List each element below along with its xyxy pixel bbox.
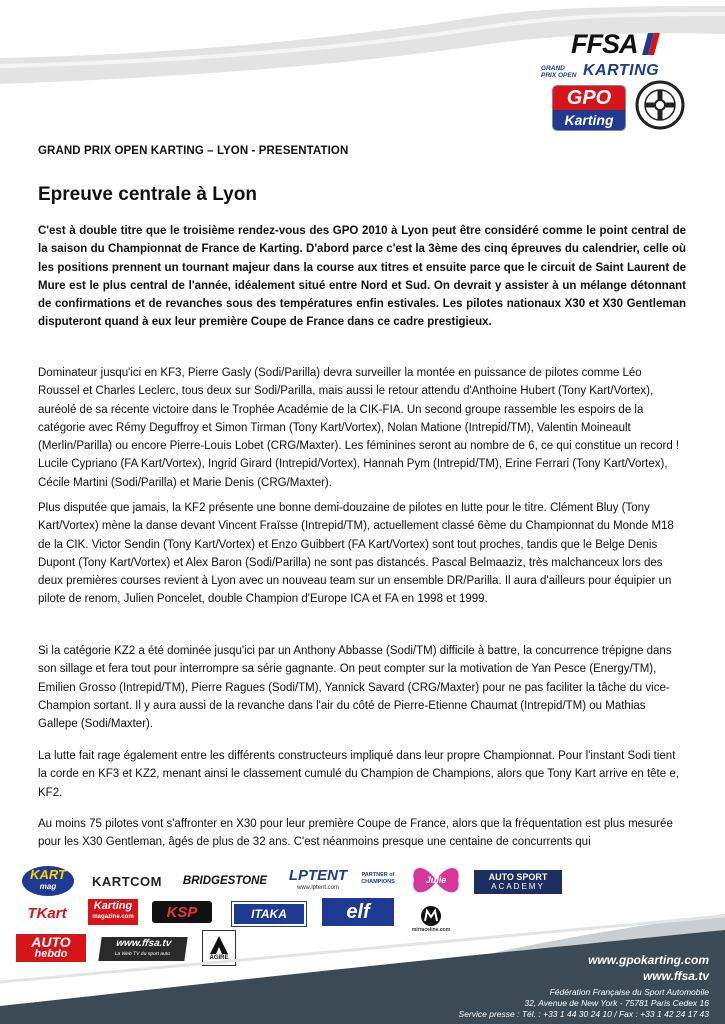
bridgestone-logo: BRIDGESTONE	[182, 875, 268, 887]
grand-prix-open-karting-logo	[541, 62, 686, 80]
karting-mag-url: magazine.com	[92, 914, 134, 920]
ksp-logo: KSP	[152, 901, 212, 923]
ffsa-tv-sub: La Web TV du sport auto	[114, 951, 171, 957]
tkart-logo: TKart	[27, 904, 67, 922]
footer-site-ffsatv: www.ffsa.tv	[642, 969, 709, 983]
kz2-paragraph: Si la catégorie KZ2 a été dominée jusqu'ici par un Anthony Abbasse (Sodi/TM) difficile à battre, la concurrence trépigne dans son sillage et fera tout pour interrompre sa série gagnante. On peut compter sur la motivation de Yan Pesce (Energy/TM), Emilien Grosso (Intrepid/TM), Pierre Ragues (Sodi/TM), Yannick Savard (CRG/Maxter) pour ne pas faciliter la tâche du vice-Champion sortant. Il y aura aussi de la revanche dans l'air du côté de Pierre-Etienne Chaumat (Intrepid/TM) ou Mathias Gallepe (Sodi/Maxter).	[38, 645, 672, 731]
kartcom-logo: KARTCOM	[92, 873, 162, 889]
ffsa-tv-text: www.ffsa.tv	[115, 938, 173, 949]
gpo-karting-badge	[552, 85, 626, 131]
auto-hebdo-sub: hebdo	[34, 948, 68, 960]
footer-site-gpokarting: www.gpokarting.com	[588, 953, 709, 967]
lptent-url: www.lptent.com	[296, 885, 339, 891]
constructors-paragraph: La lutte fait rage également entre les différents constructeurs impliqué dans leur propre Championnat. Pour l'instant Sodi tient la corde en KF3 et KZ2, menant ainsi le classement cumulé du Champion de Champions, alors que Tony Kart arrive en tête e, KF2.	[38, 750, 679, 799]
auto-sport-text: AUTO SPORT	[488, 872, 548, 882]
gpo-badge-top: GPO	[553, 86, 625, 110]
grand-prix-open-label: GRAND PRIX OPEN	[541, 65, 577, 79]
lptent-text: LPTENT	[288, 867, 348, 884]
agire-text: AGIRE	[209, 955, 229, 961]
footer-contact: Service presse : Tél. : +33 1 44 30 24 10 / Fax : +33 1 42 24 17 43	[458, 1009, 709, 1019]
partner-of-champions-logo: PARTNER of CHAMPIONS	[361, 872, 395, 885]
itaka-logo: ITAKA	[232, 902, 306, 926]
academy-text: ACADEMY	[491, 882, 545, 891]
ffsa-logo-text: FFSA	[571, 29, 637, 59]
karting-mag-text: Karting	[93, 900, 133, 912]
footer-address: 32, Avenue de New York - 75781 Paris Cedex 16	[524, 998, 709, 1008]
ffsa-logo	[571, 30, 693, 58]
kart-mag-text: KART	[30, 867, 66, 882]
intro-paragraph: C'est à double titre que le troisième rendez-vous des GPO 2010 à Lyon peut être considéré comme le point central de la saison du Championnat de France de Karting. D'abord parce c'est la 3ème des cinq épreuves du calendrier, celle où les positions prennent un tournant majeur dans la course aux titres et ensuite parce que le circuit de Saint Laurent de Mure est le plus central de l'année, idéalement situé entre Nord et Sud. On devrait y assister à un mélange détonnant de confirmations et de revanches sous des températures enfin estivales. Les pilotes nationaux X30 et X30 Gentleman disputeront quand à eux leur première Coupe de France dans ce cadre prestigieux.	[38, 225, 686, 329]
kf3-paragraph: Dominateur jusqu'ici en KF3, Pierre Gasly (Sodi/Parilla) devra surveiller la montée en puissance de pilotes comme Léo Roussel et Charles Leclerc, tous deux sur Sodi/Parilla, mais aussi le retour attendu d'Anthoine Hubert (Tony Kart/Vortex), auréolé de sa récente victoire dans le Trophée Académie de la CIK-FIA. Un second groupe rassemble les espoirs de la catégorie avec Rémy Deguffroy et Simon Tirman (Tony Kart/Vortex), Nolan Matione (Intrepid/TM), Valentin Moineault (Merlin/Parilla) ou encore Pierre-Louis Lobet (CRG/Maxter). Les féminines seront au nombre de 6, ce qui constitue un record ! Lucile Cypriano (FA Kart/Vortex), Ingrid Girard (Intrepid/Vortex), Hannah Pym (Intrepid/TM), Erine Ferrari (Tony Kart/Vortex), Cécile Martini (Sodi/Parilla) et Marie Denis (CRG/Maxter).	[38, 367, 680, 489]
karting-label: KARTING	[583, 62, 660, 79]
kart-mag-sub: mag	[39, 882, 57, 891]
x30-paragraph: Au moins 75 pilotes vont s'affronter en X30 pour leur première Coupe de France, alors que la fréquentation est plus mesurée pour les X30 Gentleman, âgés de plus de 32 ans. C'est néanmoins presque une centaine de concurrents qui	[38, 818, 673, 849]
document-title: Epreuve centrale à Lyon	[38, 184, 257, 205]
mirraceline-text: mirraceline.com	[411, 927, 451, 933]
julie-text: Julie	[425, 875, 447, 885]
auto-hebdo-text: AUTO	[31, 934, 71, 950]
elf-logo: elf	[322, 898, 394, 926]
international-series-emblem	[632, 80, 688, 130]
document-heading: GRAND PRIX OPEN KARTING – LYON - PRESENTATION	[38, 145, 349, 157]
gpo-badge-bottom: Karting	[553, 110, 625, 130]
kf2-paragraph: Plus disputée que jamais, la KF2 présente une bonne demi-douzaine de pilotes en lutte pour le titre. Clément Bluy (Tony Kart/Vortex) mène la danse devant Vincent Fraïsse (Intrepid/TM), actuellement classé 6ème du Championnat du Monde M18 de la CIK. Victor Sendin (Tony Kart/Vortex) et Enzo Guibbert (FA Kart/Vortex) sont tout proches, tandis que le Belge Denis Dupont (Tony Kart/Vortex) et Alex Baron (Sodi/Parilla) ne sont pas distancés. Pascal Belmaaziz, très malchanceux lors des deux premières courses revient à Lyon avec un nouveau team sur un ensemble DR/Parilla. Il aura d'ailleurs pour équipier un pilote de renom, Julien Poncelet, double Champion d'Europe ICA et FA en 1998 et 1999.	[38, 502, 674, 606]
footer-organization: Fédération Française du Sport Automobile	[549, 987, 709, 997]
